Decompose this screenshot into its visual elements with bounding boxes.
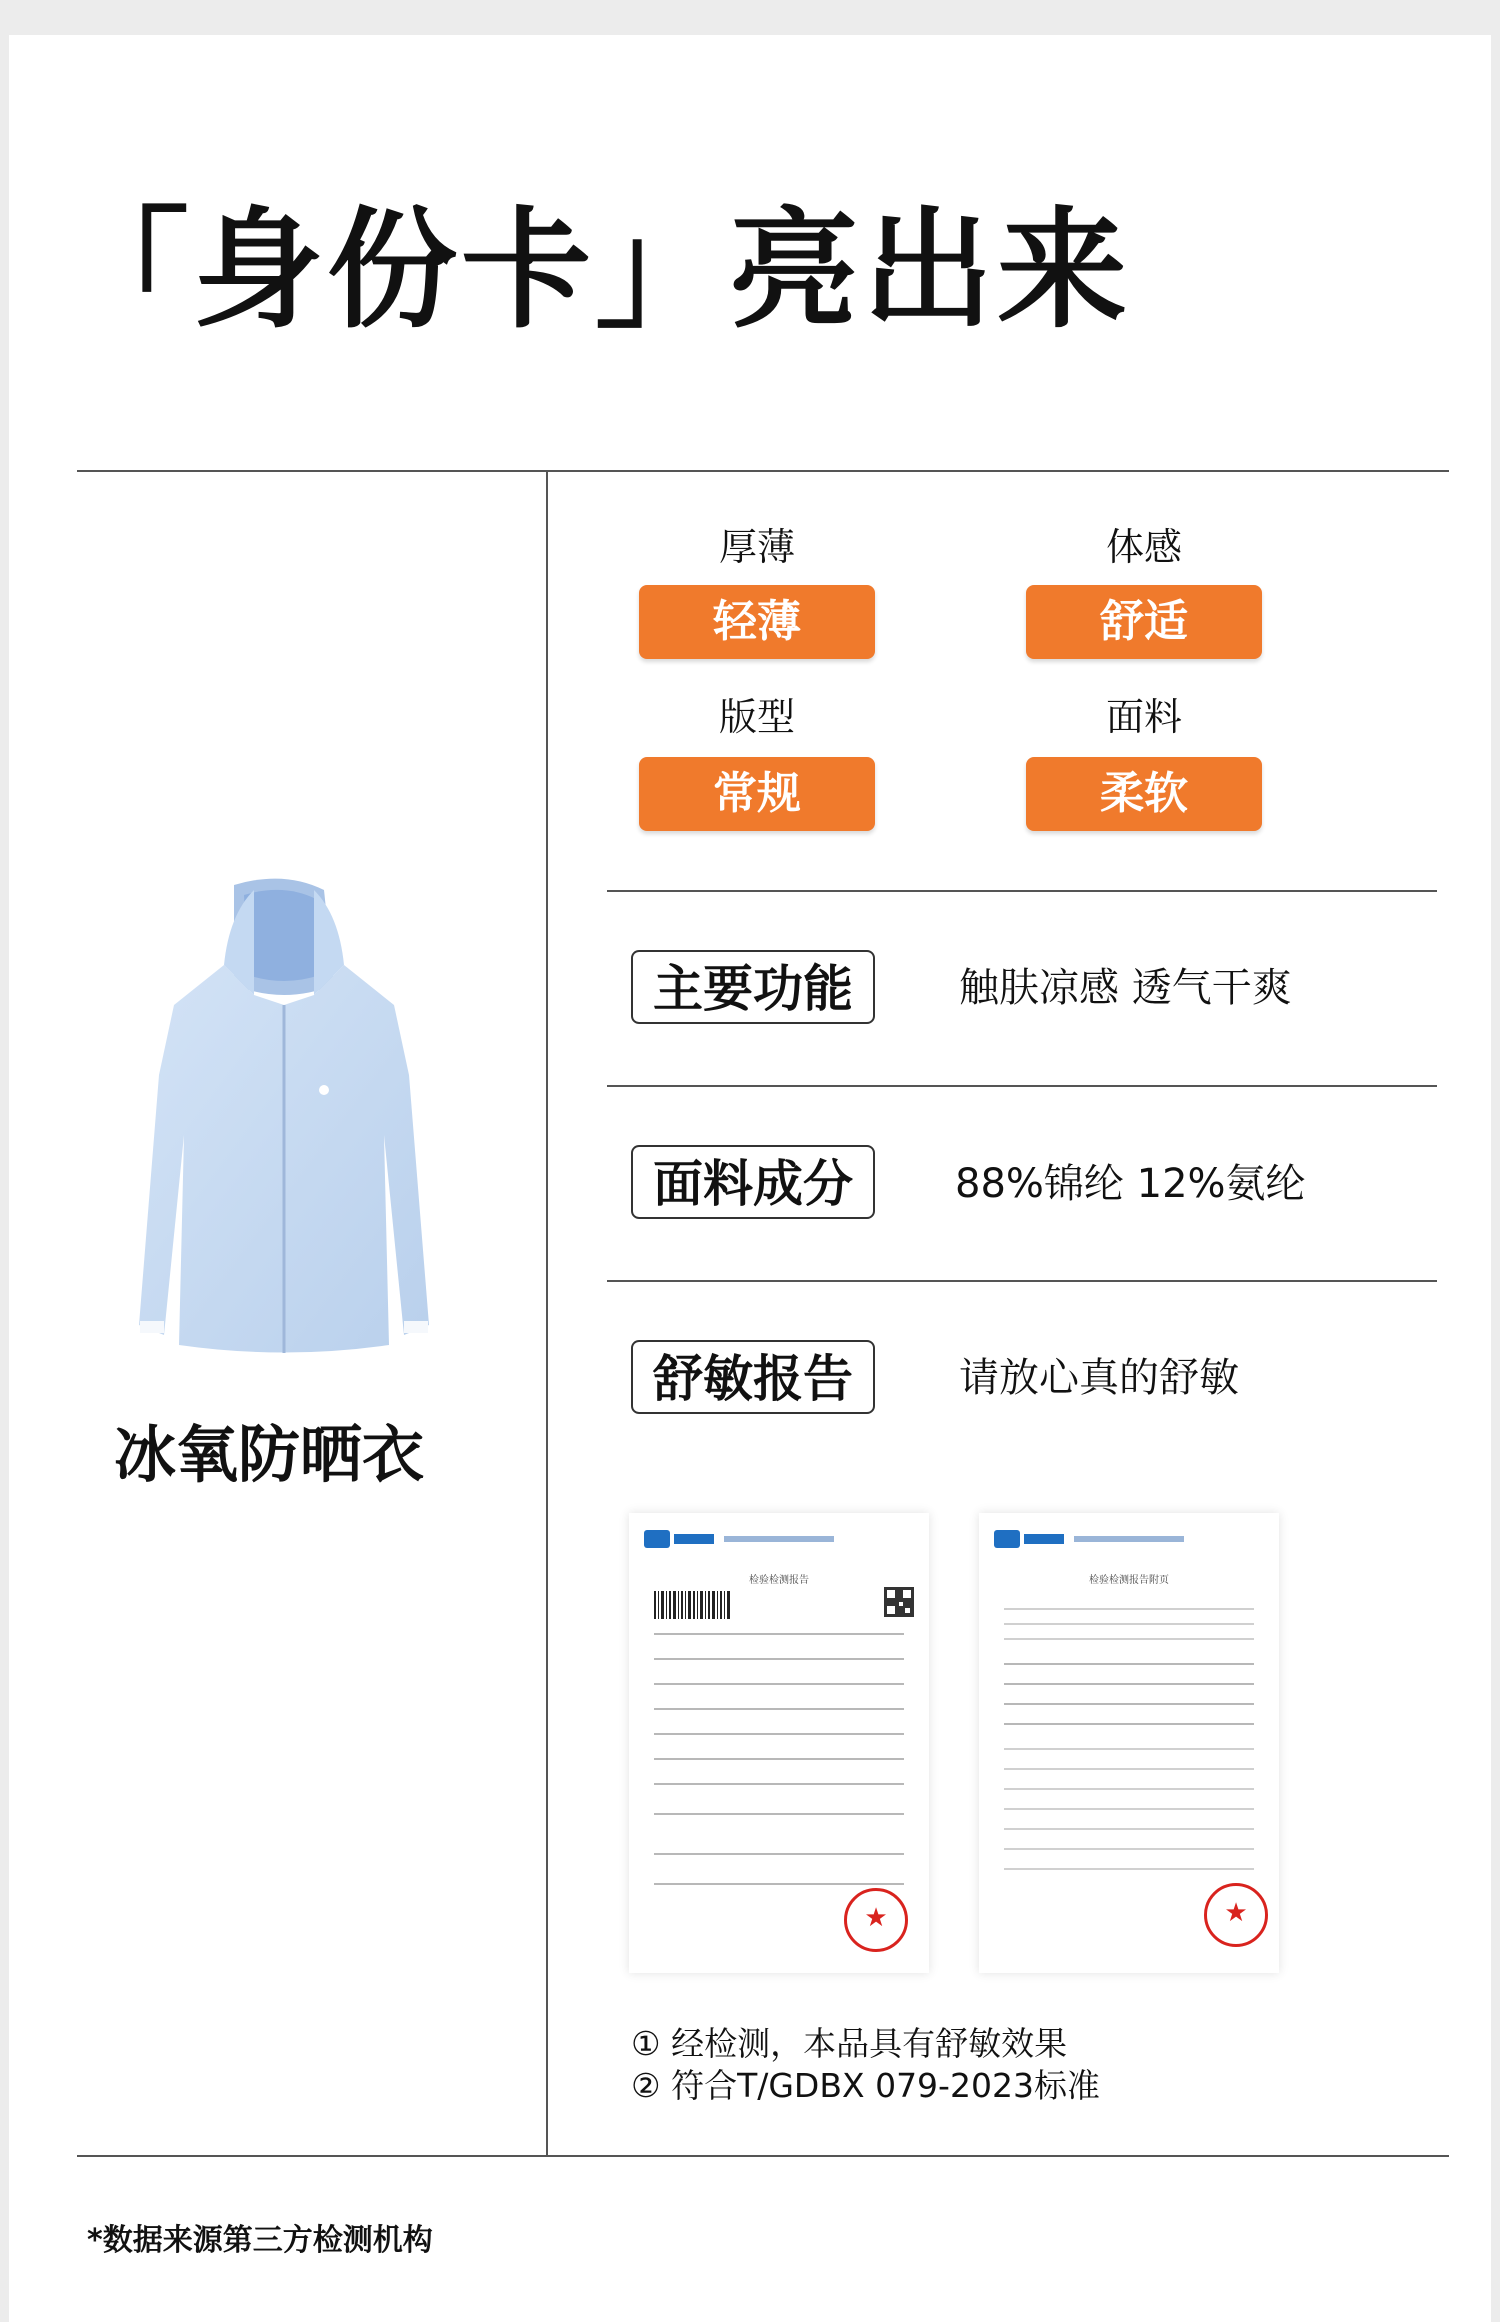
page: [9, 35, 1491, 2322]
attr-value-feel: 舒适: [1026, 585, 1262, 659]
note-1: ① 经检测，本品具有舒敏效果: [631, 2024, 1068, 2063]
feature-value-function: 触肤凉感 透气干爽: [959, 965, 1292, 1011]
attr-label-thickness: 厚薄: [718, 525, 795, 569]
barcode-icon: [654, 1591, 734, 1619]
attr-value-thickness: 轻薄: [639, 585, 875, 659]
section-divider-1: [607, 890, 1437, 892]
attr-label-fit: 版型: [718, 695, 795, 739]
section-divider-2: [607, 1085, 1437, 1087]
gttc-logo-icon: [994, 1528, 1194, 1550]
footnote: *数据来源第三方检测机构: [87, 2223, 433, 2258]
note-2: ② 符合T/GDBX 079-2023标准: [631, 2066, 1100, 2105]
attr-value-fabric: 柔软: [1026, 757, 1262, 831]
feature-label-function: 主要功能: [631, 950, 875, 1024]
feature-value-composition: 88%锦纶 12%氨纶: [955, 1161, 1306, 1207]
section-divider-3: [607, 1280, 1437, 1282]
bottom-divider: [77, 2155, 1449, 2157]
red-seal-icon: [844, 1888, 908, 1952]
feature-label-report: 舒敏报告: [631, 1340, 875, 1414]
feature-label-composition: 面料成分: [631, 1145, 875, 1219]
attr-label-feel: 体感: [1105, 525, 1182, 569]
attr-label-fabric: 面料: [1105, 695, 1182, 739]
page-title: 「身份卡」亮出来: [59, 194, 1132, 346]
test-report-page-2: [979, 1513, 1279, 1973]
test-report-page-1: [629, 1513, 929, 1973]
red-seal-icon: [1204, 1883, 1268, 1947]
gttc-logo-icon: [644, 1528, 844, 1550]
product-name: 冰氧防晒衣: [114, 1418, 425, 1491]
column-divider: [546, 470, 548, 2155]
report-title: 检验检测报告: [749, 1575, 809, 1586]
top-divider: [77, 470, 1449, 472]
attr-value-fit: 常规: [639, 757, 875, 831]
report-title: 检验检测报告附页: [1089, 1575, 1169, 1586]
feature-value-report: 请放心真的舒敏: [959, 1355, 1239, 1401]
jacket-icon: [104, 875, 464, 1355]
qr-code-icon: [884, 1587, 914, 1617]
